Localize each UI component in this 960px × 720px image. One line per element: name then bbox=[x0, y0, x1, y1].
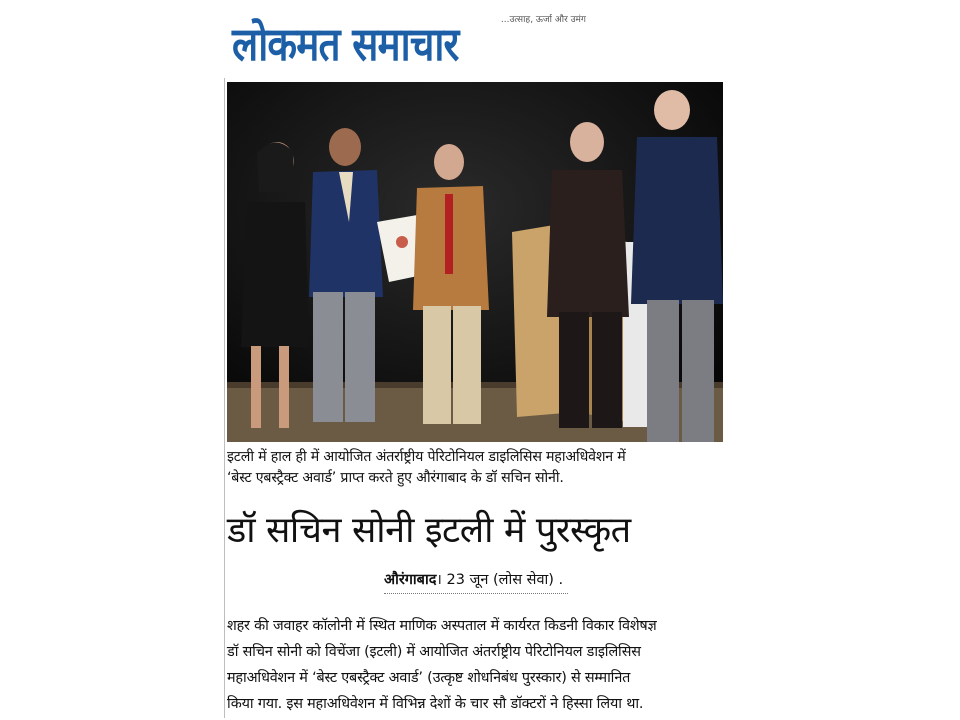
caption-line: ‘बेस्ट एबस्ट्रैक्ट अवार्ड’ प्राप्त करते हुए औरंगाबाद के डॉ सचिन सोनी. bbox=[227, 470, 564, 486]
article-headline: डॉ सचिन सोनी इटली में पुरस्कृत bbox=[227, 510, 631, 551]
body-line: डॉ सचिन सोनी को विचेंजा (इटली) में आयोजित अंतर्राष्ट्रीय पेरिटोनियल डाइलिसिस bbox=[227, 644, 641, 660]
article-body bbox=[227, 613, 723, 717]
article-dateline bbox=[384, 569, 563, 591]
newspaper-masthead bbox=[232, 8, 588, 72]
newspaper-tagline: ...उत्साह, ऊर्जा और उमंग bbox=[500, 15, 586, 25]
dateline-place: औरंगाबाद bbox=[384, 572, 437, 588]
award-ceremony-photo bbox=[227, 82, 723, 442]
photo-caption bbox=[227, 447, 723, 489]
caption-line: इटली में हाल ही में आयोजित अंतर्राष्ट्रीय पेरिटोनियल डाइलिसिस महाअधिवेशन में bbox=[227, 449, 626, 465]
body-line: शहर की जवाहर कॉलोनी में स्थित माणिक अस्पताल में कार्यरत किडनी विकार विशेषज्ञ bbox=[227, 618, 657, 634]
photo-illustration bbox=[227, 82, 723, 442]
body-line: किया गया. इस महाअधिवेशन में विभिन्न देशों के चार सौ डॉक्टरों ने हिस्सा लिया था. bbox=[227, 696, 644, 712]
dateline-rest: । 23 जून (लोस सेवा) . bbox=[436, 572, 564, 588]
body-line: महाअधिवेशन में ‘बेस्ट एबस्ट्रैक्ट अवार्ड’ (उत्कृष्ट शोधनिबंध पुरस्कार) से सम्मानित bbox=[227, 670, 631, 686]
dateline-divider bbox=[384, 593, 568, 594]
newspaper-title: लोकमत समाचार bbox=[232, 17, 459, 71]
